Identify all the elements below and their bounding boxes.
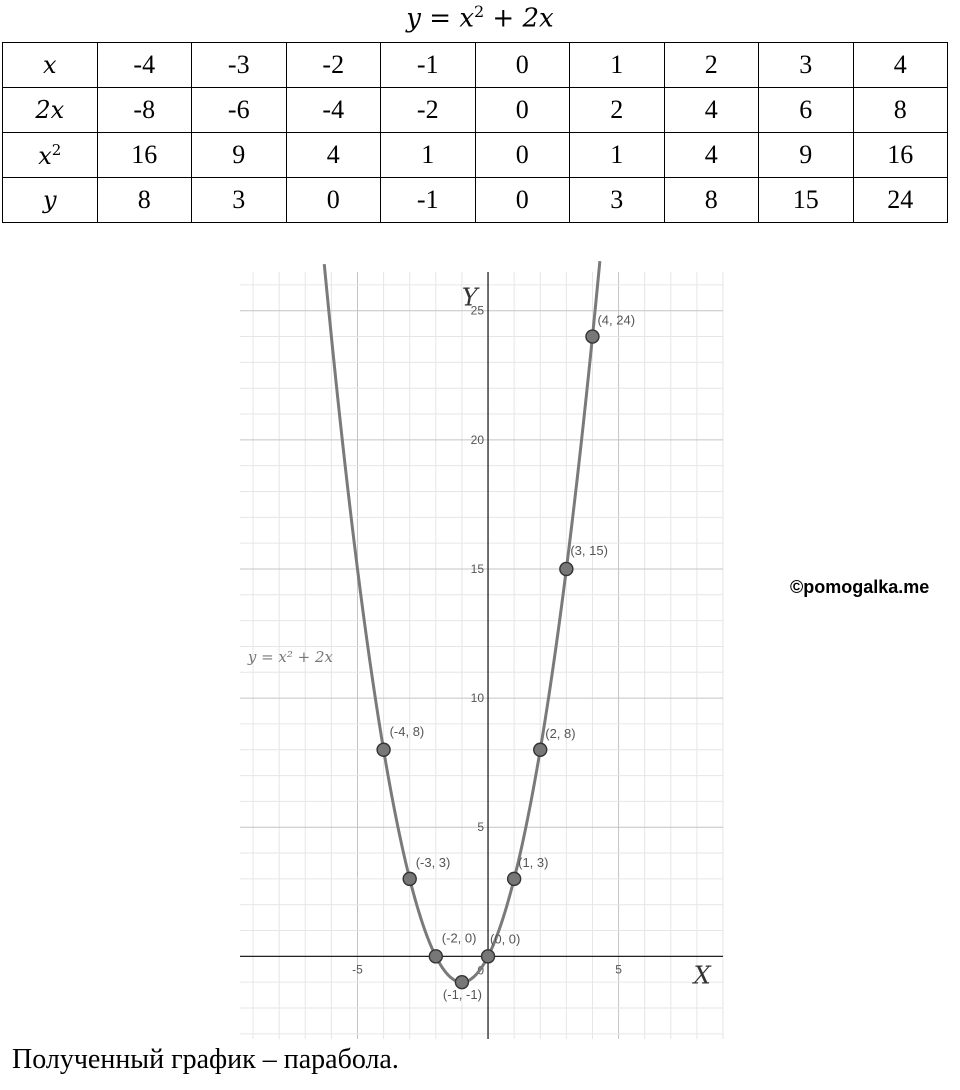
table-cell: 0 (475, 43, 570, 88)
table-cell: 0 (475, 133, 570, 178)
table-cell: -4 (286, 88, 381, 133)
table-cell: 8 (853, 88, 948, 133)
data-point (560, 562, 573, 575)
point-label: (1, 3) (518, 854, 549, 870)
y-tick-label: 10 (470, 691, 485, 706)
point-label: (-3, 3) (415, 854, 451, 870)
row-header: $x^2$ (3, 133, 98, 178)
table-cell: -1 (381, 43, 476, 88)
table-cell: 1 (381, 133, 476, 178)
point-label: (3, 15) (570, 542, 608, 558)
table-cell: 24 (853, 178, 948, 223)
table-cell: 3 (570, 178, 665, 223)
watermark: ©pomogalka.me (790, 577, 930, 597)
data-point (403, 872, 416, 885)
y-tick-label: 5 (477, 820, 485, 835)
point-label: (2, 8) (545, 725, 576, 741)
table-cell: 4 (664, 88, 759, 133)
table-cell: 9 (759, 133, 854, 178)
data-point (534, 743, 547, 756)
point-label: (0, 0) (490, 931, 521, 947)
data-point (508, 872, 521, 885)
equation-title: $y = x^2 + 2x$ (406, 2, 554, 34)
table-cell: 4 (286, 133, 381, 178)
point-label: (-1, -1) (442, 987, 482, 1003)
row-header: 2x (3, 88, 98, 133)
table-cell: 2 (570, 88, 665, 133)
table-cell: 4 (853, 43, 948, 88)
y-tick-label: 20 (470, 432, 485, 447)
table-cell: 0 (286, 178, 381, 223)
x-tick-label: 5 (615, 962, 622, 977)
table-cell: 1 (570, 43, 665, 88)
function-label: y = x² + 2x (247, 647, 334, 666)
table-cell: -3 (192, 43, 287, 88)
table-cell: -2 (381, 88, 476, 133)
table-cell: -1 (381, 178, 476, 223)
table-cell: -8 (97, 88, 192, 133)
table-cell: -6 (192, 88, 287, 133)
x-tick-label: -5 (352, 962, 363, 977)
table-cell: 0 (475, 88, 570, 133)
table-cell: 0 (475, 178, 570, 223)
data-point (377, 743, 390, 756)
caption-text: Полученный график – парабола. (12, 1044, 399, 1075)
row-header: y (3, 178, 98, 223)
row-header: x (3, 43, 98, 88)
table-cell: 8 (664, 178, 759, 223)
data-point (429, 950, 442, 963)
table-cell: -4 (97, 43, 192, 88)
y-axis-label: Y (461, 283, 478, 312)
data-point (482, 950, 495, 963)
table-cell: 16 (97, 133, 192, 178)
data-point (586, 330, 599, 343)
point-label: (-4, 8) (389, 723, 425, 739)
table-cell: 15 (759, 178, 854, 223)
table-cell: 16 (853, 133, 948, 178)
table-cell: 9 (192, 133, 287, 178)
table-cell: 2 (664, 43, 759, 88)
axes (240, 272, 723, 1039)
table-cell: 3 (759, 43, 854, 88)
point-label: (4, 24) (597, 312, 636, 328)
table-cell: 8 (97, 178, 192, 223)
point-label: (-2, 0) (441, 930, 477, 946)
origin-label: 0 (477, 963, 485, 978)
y-tick-label: 15 (470, 561, 485, 576)
table-cell: 1 (570, 133, 665, 178)
table-cell: -2 (286, 43, 381, 88)
table-cell: 4 (664, 133, 759, 178)
y-tick-label: 25 (470, 303, 485, 318)
x-axis-label: X (693, 961, 711, 990)
table-cell: 3 (192, 178, 287, 223)
table-cell: 6 (759, 88, 854, 133)
